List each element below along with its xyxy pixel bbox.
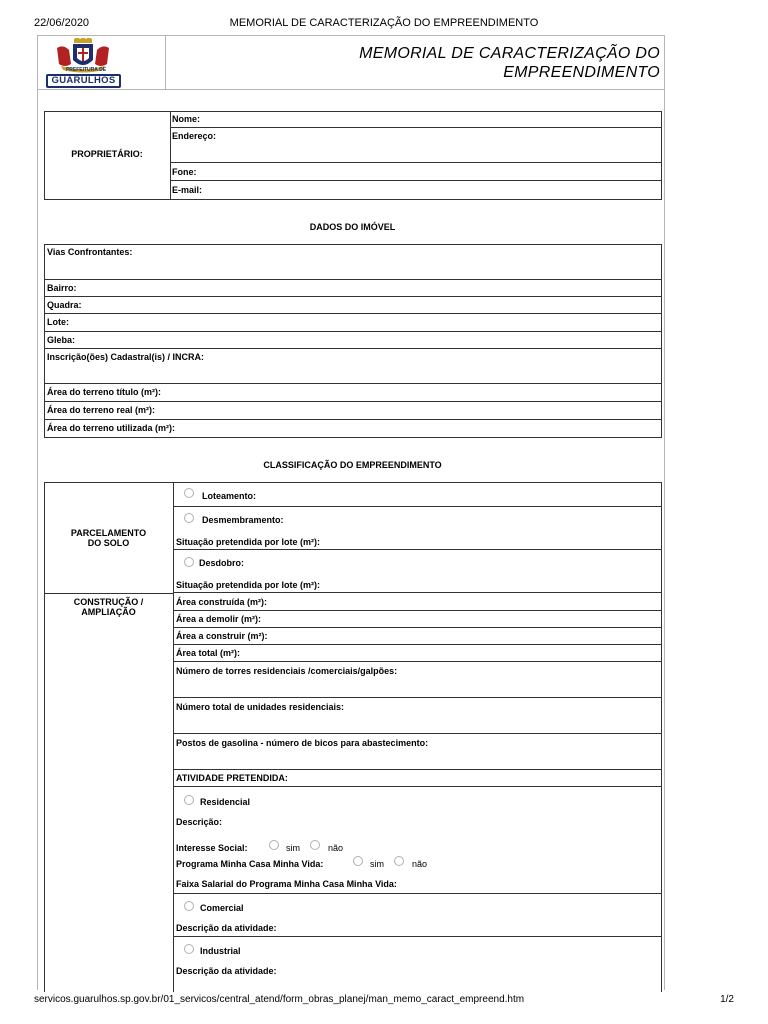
- property-field-gleba: Gleba:: [47, 335, 76, 345]
- property-row-vias[interactable]: [44, 244, 662, 280]
- property-field-vias: Vias Confrontantes:: [47, 247, 133, 257]
- owner-label: PROPRIETÁRIO:: [71, 149, 143, 159]
- property-row-lote[interactable]: [44, 314, 662, 332]
- torres-label: Número de torres residenciais /comerciais/galpões:: [176, 666, 398, 676]
- area-construir-label: Área a construir (m²):: [176, 631, 268, 641]
- mcmv-sim-label: sim: [370, 859, 384, 869]
- owner-field-email: E-mail:: [172, 185, 203, 195]
- comercial-label: Comercial: [200, 903, 244, 913]
- owner-row-nome[interactable]: [170, 111, 662, 128]
- property-field-area-utilizada: Área do terreno utilizada (m²):: [47, 423, 176, 433]
- residencial-label: Residencial: [200, 797, 251, 807]
- desdobro-label: Desdobro:: [199, 558, 244, 568]
- property-row-bairro[interactable]: [44, 280, 662, 297]
- loteamento-label: Loteamento:: [202, 491, 256, 501]
- property-field-bairro: Bairro:: [47, 283, 77, 293]
- mcmv-label: Programa Minha Casa Minha Vida:: [176, 859, 324, 869]
- owner-field-nome: Nome:: [172, 114, 201, 124]
- logo-prefeitura-text: PREFEITURA DE: [65, 67, 107, 73]
- comercial-block: [173, 894, 662, 937]
- parcelamento-label-2: DO SOLO: [87, 538, 130, 548]
- construcao-label-2: AMPLIAÇÃO: [81, 607, 136, 617]
- property-row-inscricao[interactable]: [44, 349, 662, 384]
- postos-label: Postos de gasolina - número de bicos para abastecimento:: [176, 738, 429, 748]
- logo-cell: [37, 35, 166, 90]
- owner-row-fone[interactable]: [170, 163, 662, 181]
- situacao-desmembramento-label: Situação pretendida por lote (m²):: [176, 537, 321, 547]
- interesse-social-nao-radio[interactable]: [310, 840, 320, 850]
- print-title: MEMORIAL DE CARACTERIZAÇÃO DO EMPREENDIMENTO: [229, 17, 539, 29]
- parcelamento-bottom-line: [44, 593, 174, 594]
- loteamento-row[interactable]: [173, 482, 662, 507]
- owner-field-fone: Fone:: [172, 167, 197, 177]
- area-demolir-label: Área a demolir (m²):: [176, 614, 262, 624]
- atividade-row: [173, 770, 662, 787]
- form-title-line1: MEMORIAL DE CARACTERIZAÇÃO DO: [359, 45, 660, 62]
- faixa-salarial-label: Faixa Salarial do Programa Minha Casa Minha Vida:: [176, 879, 397, 889]
- property-row-gleba[interactable]: [44, 332, 662, 349]
- residencial-descricao-label: Descrição:: [176, 817, 223, 827]
- property-field-quadra: Quadra:: [47, 300, 82, 310]
- form-title-line2: EMPREENDIMENTO: [503, 64, 660, 81]
- logo-city-name: GUARULHOS: [46, 74, 121, 88]
- guarulhos-logo: [43, 38, 161, 88]
- owner-row-endereco[interactable]: [170, 128, 662, 163]
- unidades-label: Número total de unidades residenciais:: [176, 702, 345, 712]
- area-total-row[interactable]: [173, 645, 662, 662]
- desmembramento-radio[interactable]: [184, 513, 194, 523]
- property-row-quadra[interactable]: [44, 297, 662, 314]
- owner-field-endereco: Endereço:: [172, 131, 217, 141]
- industrial-block: [173, 937, 662, 992]
- residencial-block: [173, 787, 662, 894]
- area-total-label: Área total (m²):: [176, 648, 241, 658]
- interesse-social-sim-radio[interactable]: [269, 840, 279, 850]
- residencial-radio[interactable]: [184, 795, 194, 805]
- desmembramento-label: Desmembramento:: [202, 515, 284, 525]
- comercial-descricao-label: Descrição da atividade:: [176, 923, 277, 933]
- comercial-radio[interactable]: [184, 901, 194, 911]
- industrial-label: Industrial: [200, 946, 241, 956]
- print-url: servicos.guarulhos.sp.gov.br/01_servicos/central_atend/form_obras_planej/man_memo_caract_empreend.htm: [34, 994, 525, 1005]
- unidades-row[interactable]: [173, 698, 662, 734]
- area-construida-label: Área construída (m²):: [176, 597, 268, 607]
- property-field-area-real: Área do terreno real (m²):: [47, 405, 156, 415]
- property-row-area-real[interactable]: [44, 402, 662, 420]
- property-row-area-titulo[interactable]: [44, 384, 662, 402]
- area-demolir-row[interactable]: [173, 611, 662, 628]
- interesse-social-sim-label: sim: [286, 843, 300, 853]
- title-cell: [166, 35, 665, 90]
- classification-section-title: CLASSIFICAÇÃO DO EMPREENDIMENTO: [263, 460, 442, 470]
- interesse-social-label: Interesse Social:: [176, 843, 248, 853]
- construcao-label-1: CONSTRUÇÃO /: [73, 597, 144, 607]
- industrial-descricao-label: Descrição da atividade:: [176, 966, 277, 976]
- mcmv-nao-label: não: [412, 859, 428, 869]
- print-page-number: 1/2: [720, 994, 734, 1005]
- postos-row[interactable]: [173, 734, 662, 770]
- interesse-social-nao-label: não: [328, 843, 344, 853]
- situacao-desdobro-label: Situação pretendida por lote (m²):: [176, 580, 321, 590]
- desmembramento-row[interactable]: [173, 507, 662, 550]
- mcmv-sim-radio[interactable]: [353, 856, 363, 866]
- property-field-inscricao: Inscrição(ões) Cadastral(is) / INCRA:: [47, 352, 205, 362]
- parcelamento-label-1: PARCELAMENTO: [70, 528, 147, 538]
- property-field-lote: Lote:: [47, 317, 69, 327]
- atividade-label: ATIVIDADE PRETENDIDA:: [176, 773, 288, 783]
- industrial-radio[interactable]: [184, 944, 194, 954]
- area-construida-row[interactable]: [173, 593, 662, 611]
- print-date: 22/06/2020: [34, 17, 90, 29]
- desdobro-row[interactable]: [173, 550, 662, 593]
- loteamento-radio[interactable]: [184, 488, 194, 498]
- form-title: [359, 44, 660, 82]
- area-construir-row[interactable]: [173, 628, 662, 645]
- desdobro-radio[interactable]: [184, 557, 194, 567]
- torres-row[interactable]: [173, 662, 662, 698]
- mcmv-nao-radio[interactable]: [394, 856, 404, 866]
- property-section-title: DADOS DO IMÓVEL: [309, 222, 396, 232]
- property-field-area-titulo: Área do terreno título (m²):: [47, 387, 161, 397]
